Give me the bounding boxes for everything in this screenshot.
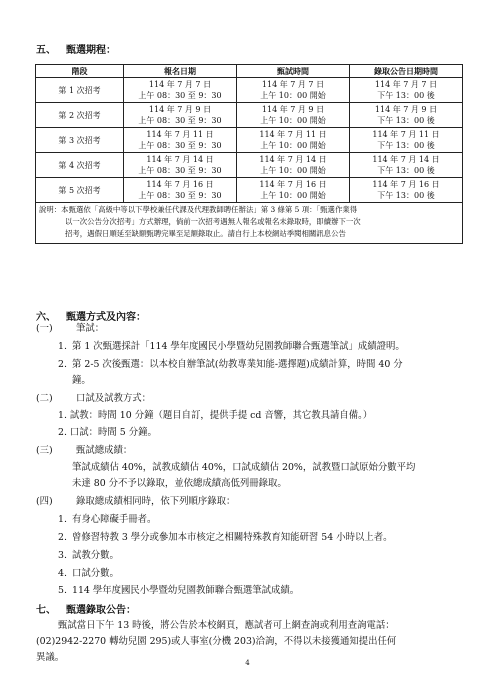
part-3-heading: (三) 甄試總成績： [36,445,133,456]
list-item: 2. 曾修習特教 3 學分或參加本市核定之相關特殊教育知能研習 54 小時以上者。 [58,532,393,543]
section-5-heading [36,41,116,56]
list-item-continuation: 鐘。 [72,375,91,386]
exam-cell: 114 年 7 月 9 日 上午 10：00 開始 [237,103,350,128]
exam-cell: 114 年 7 月 7 日 上午 10：00 開始 [237,78,350,103]
section-7-title: 甄選錄取公告： [66,605,136,616]
table-row [36,153,463,178]
schedule-table [35,64,463,244]
section-7-heading [36,601,136,616]
header-registration-date: 報名日期 [124,65,237,78]
registration-cell: 114 年 7 月 16 日 上午 08：30 至 9：30 [124,178,237,203]
registration-cell: 114 年 7 月 11 日 上午 08：30 至 9：30 [124,128,237,153]
table-note-row [36,203,463,244]
exam-cell: 114 年 7 月 14 日 上午 10：00 開始 [237,153,350,178]
part-1-heading: (一) 筆試： [36,323,105,334]
exam-cell: 114 年 7 月 11 日 上午 10：00 開始 [237,128,350,153]
announcement-cell: 114 年 7 月 14 日 下午 13：00 後 [350,153,463,178]
table-header-row [36,65,463,78]
list-item: 2. 口試：時間 5 分鐘。 [58,427,157,438]
list-item: 1. 試教：時間 10 分鐘（題目自訂，提供手提 cd 音響，其它教具請自備。） [58,410,373,421]
table-row [36,178,463,203]
section-7-number: 七、 [36,605,56,616]
section-5-number: 五、 [36,45,56,56]
registration-cell: 114 年 7 月 7 日 上午 08：30 至 9：30 [124,78,237,103]
paragraph-line: 筆試成績佔 40%，試教成績佔 40%，口試成績佔 20%，試教暨口試原始分數平均 [72,462,416,473]
registration-cell: 114 年 7 月 14 日 上午 08：30 至 9：30 [124,153,237,178]
announcement-cell: 114 年 7 月 7 日 下午 13：00 後 [350,78,463,103]
stage-cell: 第 4 次招考 [36,153,124,178]
list-item: 3. 試教分數。 [58,550,119,561]
list-item: 4. 口試分數。 [58,568,119,579]
table-row [36,78,463,103]
paragraph-line: 甄試當日下午 13 時後，將公告於本校網頁，應試者可上網查詢或利用查詢電話： [58,620,395,631]
stage-cell: 第 3 次招考 [36,128,124,153]
stage-cell: 第 1 次招考 [36,78,124,103]
paragraph-line: 異議。 [36,652,65,663]
stage-cell: 第 5 次招考 [36,178,124,203]
header-announcement-time: 錄取公告日期時間 [350,65,463,78]
part-4-heading: (四) 錄取總成績相同時，依下列順序錄取： [36,496,236,507]
header-exam-time: 甄試時間 [237,65,350,78]
paragraph-line: 未達 80 分不予以錄取，並依總成績高低列冊錄取。 [72,478,287,489]
stage-cell: 第 2 次招考 [36,103,124,128]
list-item: 5. 114 學年度國民小學暨幼兒園教師聯合甄選筆試成績。 [58,585,300,596]
table-row [36,128,463,153]
section-6-number: 六、 [36,312,56,323]
list-item: 2. 第 2-5 次後甄選：以本校自辦筆試(幼教專業知能-選擇題)成績計算，時間 40 分 [58,359,403,370]
paragraph-line: (02)2942-2270 轉幼兒園 295)或人事室(分機 203)洽詢，不得以未接獲通知提出任何 [36,636,397,647]
table-note: 說明：本甄選依「高級中等以下學校兼任代課及代理教師聘任辦法」第 3 條第 5 項：「甄選作業得 以一次公告分次招考」方式辦理，倘前一次招考遇無人報名或報名未錄取時，即續辦下一次 招考，遇假日順延至缺額甄聘完畢至足額錄取止。請自行上本校網站季閱相關訊息公告 [36,203,463,244]
exam-cell: 114 年 7 月 16 日 上午 10：00 開始 [237,178,350,203]
table-row [36,103,463,128]
announcement-cell: 114 年 7 月 11 日 下午 13：00 後 [350,128,463,153]
page-number: 4 [245,659,250,667]
registration-cell: 114 年 7 月 9 日 上午 08：30 至 9：30 [124,103,237,128]
header-stage: 階段 [36,65,124,78]
list-item: 1. 有身心障礙手冊者。 [58,514,157,525]
list-item: 1. 第 1 次甄選採計「114 學年度國民小學暨幼兒園教師聯合甄選筆試」成績證明。 [58,341,405,352]
part-2-heading: (二) 口試及試教方式： [36,393,152,404]
section-6-title: 甄選方式及內容： [66,312,146,323]
announcement-cell: 114 年 7 月 16 日 下午 13：00 後 [350,178,463,203]
announcement-cell: 114 年 7 月 9 日 下午 13：00 後 [350,103,463,128]
section-5-title: 甄選期程： [66,45,116,56]
